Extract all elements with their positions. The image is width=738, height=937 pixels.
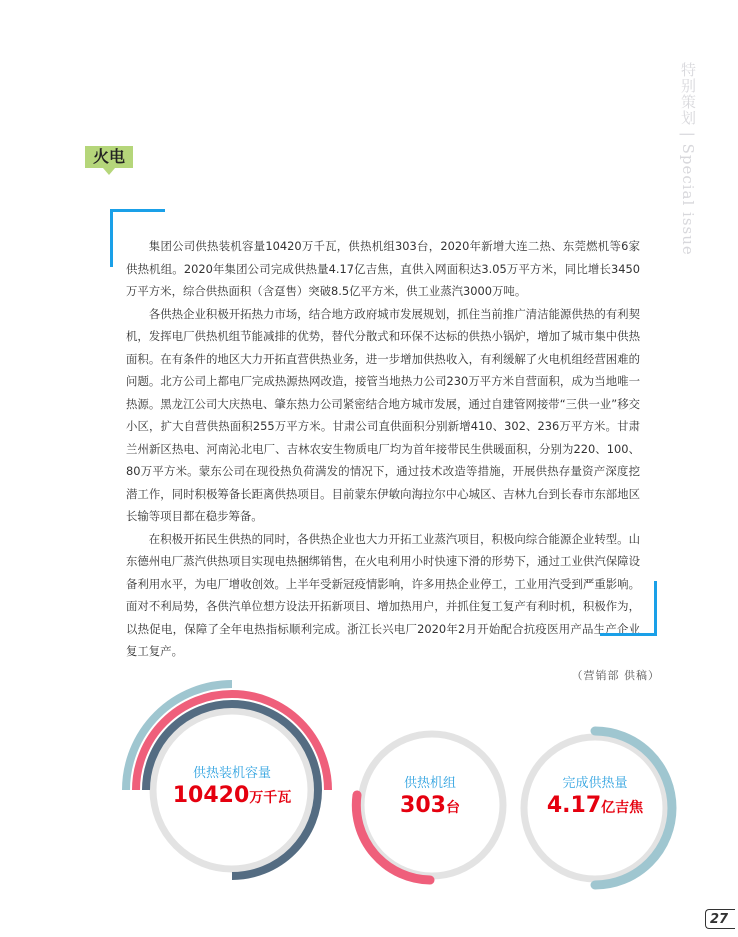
article-paragraph: 在积极开拓民生供热的同时，各供热企业也大力开拓工业蒸汽项目，积极向综合能源企业转型。山东德州电厂蒸汽供热项目实现电热捆绑销售，在火电利用小时快速下滑的形势下，通过工业供汽保障设备利用水平，为电厂增收创效。上半年受新冠疫情影响，许多用热企业停工，工业用汽受到严重影响。面对不利局势，各供汽单位想方设法开拓新项目、增加热用户，并抓住复工复产有利时机，积极作为，以热促电，保障了全年电热指标顺利完成。浙江长兴电厂2020年2月开始配合抗疫医用产品生产企业复工复产。 xyxy=(126,531,640,658)
stat-heat-supply xyxy=(515,720,685,895)
article-body xyxy=(126,235,640,663)
stat-label: 供热装机容量 xyxy=(192,766,271,781)
stat-label: 供热机组 xyxy=(403,776,456,791)
stat-heating-units xyxy=(345,720,515,890)
stat-heating-capacity xyxy=(122,680,342,900)
section-tag-thermal-power: 火电 xyxy=(85,146,133,168)
stat-number: 4.17 xyxy=(546,793,602,818)
stat-value xyxy=(122,783,342,808)
stat-number: 10420 xyxy=(172,783,250,808)
article-paragraph: 集团公司供热装机容量10420万千瓦，供热机组303台，2020年新增大连二热、东莞燃机等6家供热机组。2020年集团公司完成供热量4.17亿吉焦，直供入网面积达3.05万平方米，同比增长3450万平方米，综合供热面积（含趸售）突破8.5亿平方米，供工业蒸汽3000万吨。 xyxy=(126,239,640,298)
stat-unit: 台 xyxy=(445,800,460,816)
stat-unit: 万千瓦 xyxy=(249,790,292,806)
special-issue-side-tag: 特别策划 | Special issue xyxy=(679,62,697,256)
stat-value xyxy=(345,793,515,818)
article-paragraph: 各供热企业积极开拓热力市场，结合地方政府城市发展规划，抓住当前推广清洁能源供热的有利契机，发挥电厂供热机组节能减排的优势，替代分散式和环保不达标的供热小锅炉，增加了城市集中供热面积。在有条件的地区大力开拓直营供热业务，进一步增加供热收入，有利缓解了火电机组经营困难的问题。北方公司上都电厂完成热源热网改造，接管当地热力公司230万平方米自营面积，成为当地唯一热源。黑龙江公司大庆热电、肇东热力公司紧密结合地方城市发展，通过自建管网接带“三供一业”移交小区，扩大自营供热面积255万平方米。甘肃公司直供面积分别新增410、302、236万平方米。甘肃兰州新区热电、河南沁北电厂、吉林农安生物质电厂均为首年接带民生供暖面积，分别为220、100、80万平方米。蒙东公司在现役热负荷满发的情况下，通过技术改造等措施，开展供热存量资产深度挖潜工作，同时积极筹备长距离供热项目。目前蒙东伊敏向海拉尔中心城区、吉林九台到长春市东部地区长输等项目都在稳步筹备。 xyxy=(126,306,640,523)
stat-value xyxy=(515,793,675,818)
stat-label: 完成供热量 xyxy=(562,776,628,791)
stat-unit: 亿吉焦 xyxy=(601,800,644,816)
byline: （营销部 供稿） xyxy=(571,669,660,682)
decorative-bracket-bottom-right xyxy=(600,581,657,636)
stat-number: 303 xyxy=(400,793,446,818)
page-number: 27 xyxy=(705,909,735,929)
